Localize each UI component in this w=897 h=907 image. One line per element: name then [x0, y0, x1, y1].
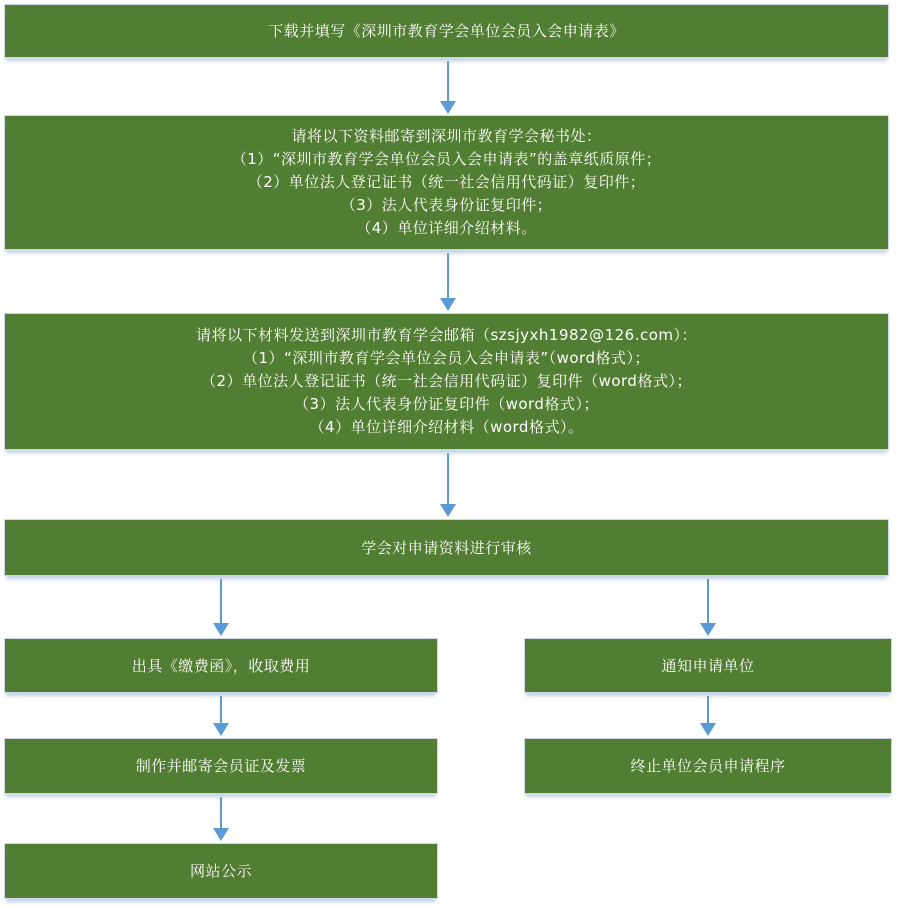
- node-terminate-application: [524, 738, 892, 794]
- node-email-materials-line-2: （1）“深圳市教育学会单位会员入会申请表”（word格式）；: [243, 349, 650, 367]
- node-notify-applicant-label: 通知申请单位: [661, 656, 755, 675]
- arrow-head: [213, 723, 229, 736]
- connector-arrow-down-icon: [213, 579, 229, 636]
- arrow-shaft: [447, 253, 449, 300]
- connector-arrow-down-icon: [700, 579, 716, 636]
- arrow-shaft: [447, 453, 449, 506]
- arrow-head: [440, 504, 456, 517]
- arrow-shaft: [707, 696, 709, 725]
- node-make-mail-certificate-label: 制作并邮寄会员证及发票: [135, 757, 307, 775]
- arrow-head: [700, 723, 716, 736]
- arrow-head: [440, 101, 456, 114]
- connector-arrow-down-icon: [440, 253, 456, 311]
- node-mail-materials-line-3: （2）单位法人登记证书（统一社会信用代码证）复印件；: [247, 173, 646, 191]
- node-website-publicity: [4, 843, 438, 899]
- node-issue-payment-letter: [4, 638, 438, 693]
- arrow-shaft: [220, 696, 222, 725]
- node-download-form-label: 下载并填写《深圳市教育学会单位会员入会申请表》: [268, 22, 625, 40]
- connector-arrow-down-icon: [440, 61, 456, 114]
- node-mail-materials-line-1: 请将以下资料邮寄到深圳市教育学会秘书处：: [291, 127, 602, 145]
- node-review-application: [4, 519, 889, 576]
- node-email-materials: [4, 313, 889, 450]
- node-issue-payment-letter-label: 出具《缴费函》，收取费用: [131, 656, 311, 675]
- connector-arrow-down-icon: [440, 453, 456, 517]
- node-mail-materials: [4, 115, 889, 250]
- node-email-materials-line-4: （3）法人代表身份证复印件（word格式）；: [294, 395, 599, 413]
- arrow-head: [440, 298, 456, 311]
- arrow-head: [213, 828, 229, 841]
- node-email-materials-line-1: 请将以下材料发送到深圳市教育学会邮箱（szsjyxh1982@126.com）：: [195, 326, 698, 344]
- node-download-form: [4, 4, 889, 58]
- node-mail-materials-line-4: （3）法人代表身份证复印件；: [340, 196, 553, 214]
- node-review-application-label: 学会对申请资料进行审核: [361, 538, 532, 557]
- arrow-shaft: [220, 797, 222, 830]
- node-email-materials-line-5: （4）单位详细介绍材料（word格式）。: [309, 418, 584, 436]
- arrow-shaft: [447, 61, 449, 103]
- connector-arrow-down-icon: [213, 797, 229, 841]
- arrow-shaft: [707, 579, 709, 625]
- node-mail-materials-line-5: （4）单位详细介绍材料。: [356, 219, 537, 237]
- arrow-head: [213, 623, 229, 636]
- node-terminate-application-label: 终止单位会员申请程序: [630, 757, 786, 775]
- node-email-materials-line-3: （2）单位法人登记证书（统一社会信用代码证）复印件（word格式）；: [201, 372, 692, 390]
- node-make-mail-certificate: [4, 738, 438, 794]
- connector-arrow-down-icon: [700, 696, 716, 736]
- node-notify-applicant: [524, 638, 892, 693]
- node-mail-materials-line-2: （1）“深圳市教育学会单位会员入会申请表”的盖章纸质原件；: [231, 150, 662, 168]
- node-website-publicity-label: 网站公示: [189, 862, 252, 880]
- arrow-shaft: [220, 579, 222, 625]
- connector-arrow-down-icon: [213, 696, 229, 736]
- arrow-head: [700, 623, 716, 636]
